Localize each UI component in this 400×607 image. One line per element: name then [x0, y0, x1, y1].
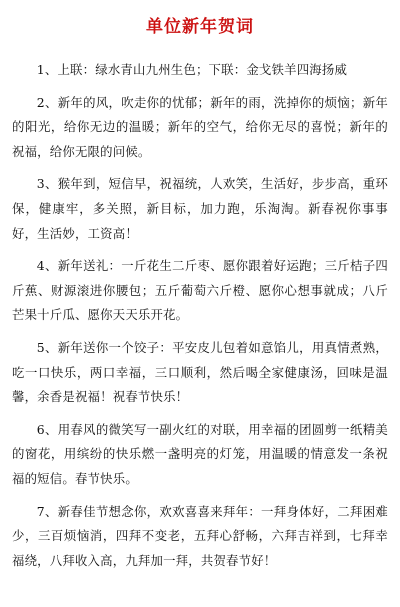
paragraph-6: 6、用春风的微笑写一副火红的对联，用幸福的团圆剪一纸精美的窗花，用缤纷的快乐燃一盏明亮的灯笼，用温暖的情意发一条祝福的短信。春节快乐。 — [12, 421, 388, 486]
paragraph-3: 3、猴年到，短信早，祝福统，人欢笑，生活好，步步高，重环保，健康牢，多关照，新目标，加力跑，乐淘淘。新春祝你事事好，生活妙，工资高！ — [12, 176, 388, 241]
document-title: 单位新年贺词 — [146, 17, 254, 37]
paragraph-2: 2、新年的风，吹走你的忧郁；新年的雨，洗掉你的烦恼；新年的阳光，给你无边的温暖；新年的空气，给你无尽的喜悦；新年的祝福，给你无限的问候。 — [12, 94, 388, 159]
paragraph-7: 7、新春佳节想念你，欢欢喜喜来拜年：一拜身体好，二拜困难少，三百烦恼消，四拜不变老，五拜心舒畅，六拜吉祥到，七拜幸福绕，八拜收入高，九拜加一拜，共贺春节好！ — [12, 503, 388, 568]
paragraph-4: 4、新年送礼：一斤花生二斤枣、愿你跟着好运跑；三斤桔子四斤蕉、财源滚进你腰包；五斤葡萄六斤橙、愿你心想事就成；八斤芒果十斤瓜、愿你天天乐开花。 — [12, 258, 388, 323]
paragraph-1: 1、上联：绿水青山九州生色；下联：金戈铁羊四海扬威 — [36, 62, 348, 77]
paragraph-5: 5、新年送你一个饺子：平安皮儿包着如意馅儿，用真情煮熟，吃一口快乐，两口幸福，三口顺利，然后喝全家健康汤，回味是温馨，余香是祝福！祝春节快乐！ — [12, 339, 388, 405]
